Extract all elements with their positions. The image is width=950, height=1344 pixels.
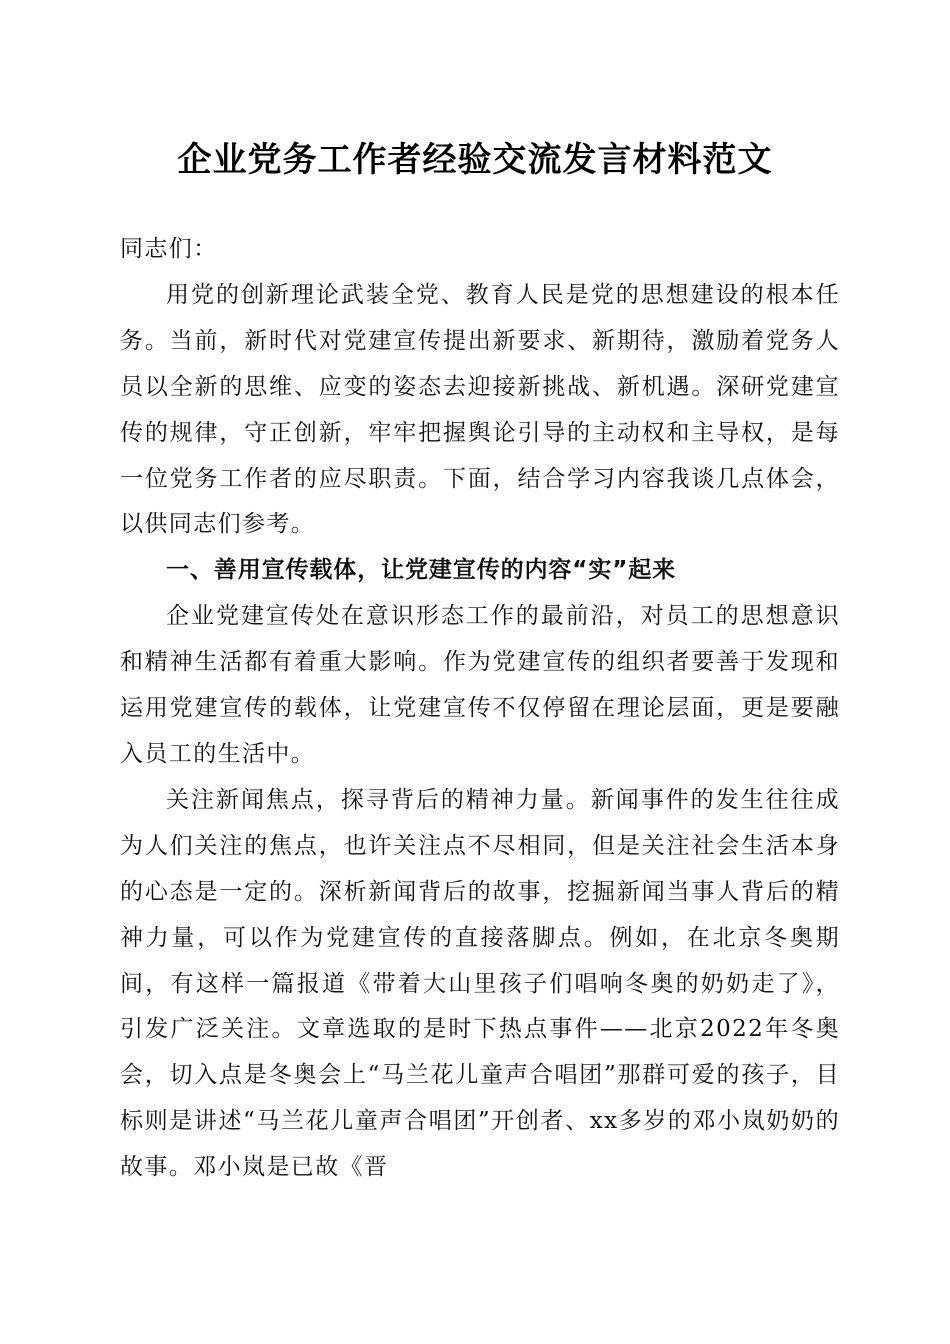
paragraph-intro: 用党的创新理论武装全党、教育人民是党的思想建设的根本任务。当前，新时代对党建宣传提出新要求、新期待，激励着党务人员以全新的思维、应变的姿态去迎接新挑战、新机遇。深研党建宣传的规律，守正创新，牢牢把握舆论引导的主动权和主导权，是每一位党务工作者的应尽职责。下面，结合学习内容我谈几点体会，以供同志们参考。 [120,281,840,538]
section-heading-1: 一、善用宣传载体，让党建宣传的内容“实”起来 [166,557,677,584]
document-title: 企业党务工作者经验交流发言材料范文 [177,140,773,180]
salutation: 同志们： [120,236,218,262]
paragraph-section-1-2: 关注新闻焦点，探寻背后的精神力量。新闻事件的发生往往成为人们关注的焦点，也许关注点不尽相同，但是关注社会生活本身的心态是一定的。深析新闻背后的故事，挖掘新闻当事人背后的精神力量，可以作为党建宣传的直接落脚点。例如，在北京冬奥期间，有这样一篇报道《带着大山里孩子们唱响冬奥的奶奶走了》，引发广泛关注。文章选取的是时下热点事件——北京2022年冬奥会，切入点是冬奥会上“马兰花儿童声合唱团”那群可爱的孩子，目标则是讲述“马兰花儿童声合唱团”开创者、xx多岁的邓小岚奶奶的故事。邓小岚是已故《晋 [120,786,840,1181]
document-body [120,227,840,1191]
paragraph-section-1-1: 企业党建宣传处在意识形态工作的最前沿，对员工的思想意识和精神生活都有着重大影响。作为党建宣传的组织者要善于发现和运用党建宣传的载体，让党建宣传不仅停留在理论层面，更是要融入员工的生活中。 [120,603,840,767]
